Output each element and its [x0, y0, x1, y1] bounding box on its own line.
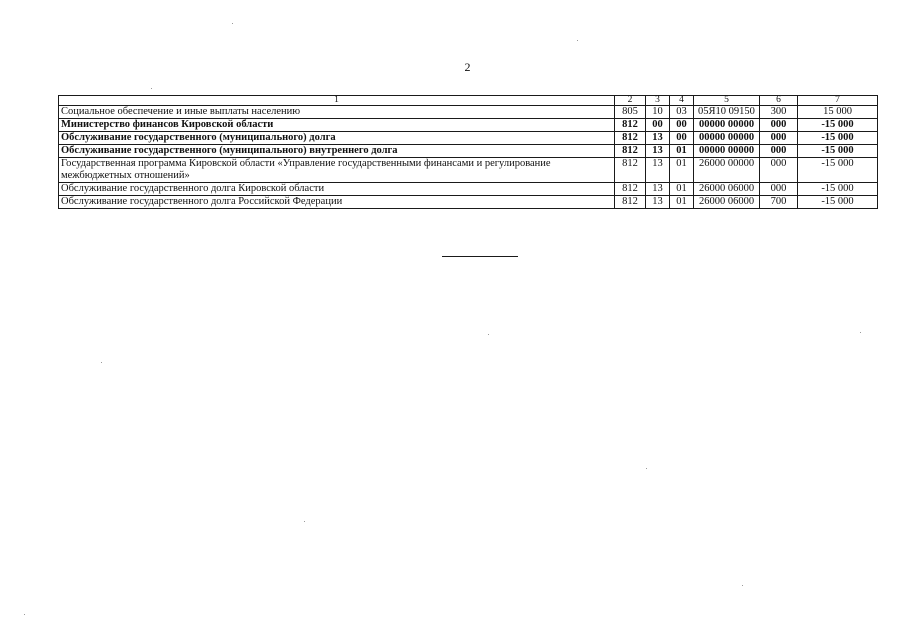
- cell-col-5: 00000 00000: [694, 145, 760, 158]
- cell-col-3: 00: [646, 119, 670, 132]
- cell-col-6: 000: [760, 145, 798, 158]
- cell-name: Государственная программа Кировской области «Управление государственными финансами и регулирование межбюджетных отношений»: [59, 158, 615, 183]
- scan-speck: [304, 521, 305, 522]
- end-separator-line: [442, 256, 518, 257]
- cell-col-2: 812: [615, 183, 646, 196]
- scan-speck: [101, 362, 102, 363]
- scan-speck: [151, 88, 152, 89]
- cell-col-7: -15 000: [798, 158, 878, 183]
- budget-table: [58, 95, 878, 209]
- cell-name: Обслуживание государственного (муниципального) долга: [59, 132, 615, 145]
- cell-col-5: 00000 00000: [694, 119, 760, 132]
- scan-speck: [232, 23, 233, 24]
- table-header-row: [59, 96, 878, 106]
- cell-col-4: 00: [670, 119, 694, 132]
- cell-col-4: 00: [670, 132, 694, 145]
- cell-col-5: 26000 06000: [694, 183, 760, 196]
- table-row: [59, 158, 878, 183]
- cell-col-6: 300: [760, 106, 798, 119]
- table-row: [59, 106, 878, 119]
- table-row: [59, 196, 878, 209]
- cell-col-4: 01: [670, 145, 694, 158]
- cell-col-2: 812: [615, 196, 646, 209]
- cell-col-4: 01: [670, 158, 694, 183]
- cell-name: Обслуживание государственного долга Российской Федерации: [59, 196, 615, 209]
- cell-col-7: 15 000: [798, 106, 878, 119]
- cell-col-5: 26000 06000: [694, 196, 760, 209]
- cell-col-4: 01: [670, 196, 694, 209]
- table-row: [59, 145, 878, 158]
- cell-col-6: 700: [760, 196, 798, 209]
- cell-col-2: 812: [615, 145, 646, 158]
- cell-col-6: 000: [760, 132, 798, 145]
- cell-col-6: 000: [760, 183, 798, 196]
- header-col-6: 6: [760, 96, 798, 106]
- cell-col-4: 03: [670, 106, 694, 119]
- page-number: 2: [464, 60, 471, 74]
- cell-col-3: 13: [646, 145, 670, 158]
- table-row: [59, 132, 878, 145]
- cell-col-6: 000: [760, 119, 798, 132]
- cell-col-7: -15 000: [798, 183, 878, 196]
- cell-col-5: 05Я10 09150: [694, 106, 760, 119]
- cell-col-6: 000: [760, 158, 798, 183]
- cell-col-2: 812: [615, 119, 646, 132]
- header-col-7: 7: [798, 96, 878, 106]
- cell-name: Социальное обеспечение и иные выплаты населению: [59, 106, 615, 119]
- cell-col-7: -15 000: [798, 132, 878, 145]
- scan-speck: [646, 468, 647, 469]
- cell-col-3: 13: [646, 196, 670, 209]
- header-col-1: 1: [59, 96, 615, 106]
- cell-col-5: 26000 00000: [694, 158, 760, 183]
- cell-col-2: 805: [615, 106, 646, 119]
- cell-col-5: 00000 00000: [694, 132, 760, 145]
- cell-name: Обслуживание государственного (муниципального) внутреннего долга: [59, 145, 615, 158]
- cell-col-3: 13: [646, 183, 670, 196]
- header-col-5: 5: [694, 96, 760, 106]
- cell-col-7: -15 000: [798, 145, 878, 158]
- cell-name: Обслуживание государственного долга Кировской области: [59, 183, 615, 196]
- scan-speck: [742, 585, 743, 586]
- cell-col-3: 10: [646, 106, 670, 119]
- table-row: [59, 119, 878, 132]
- header-col-3: 3: [646, 96, 670, 106]
- scan-speck: [860, 332, 861, 333]
- cell-name: Министерство финансов Кировской области: [59, 119, 615, 132]
- cell-col-3: 13: [646, 132, 670, 145]
- header-col-4: 4: [670, 96, 694, 106]
- cell-col-4: 01: [670, 183, 694, 196]
- scan-speck: [24, 614, 25, 615]
- cell-col-7: -15 000: [798, 196, 878, 209]
- cell-col-2: 812: [615, 158, 646, 183]
- cell-col-7: -15 000: [798, 119, 878, 132]
- header-col-2: 2: [615, 96, 646, 106]
- table-row: [59, 183, 878, 196]
- scan-speck: [488, 334, 489, 335]
- cell-col-3: 13: [646, 158, 670, 183]
- cell-col-2: 812: [615, 132, 646, 145]
- scan-speck: [577, 40, 578, 41]
